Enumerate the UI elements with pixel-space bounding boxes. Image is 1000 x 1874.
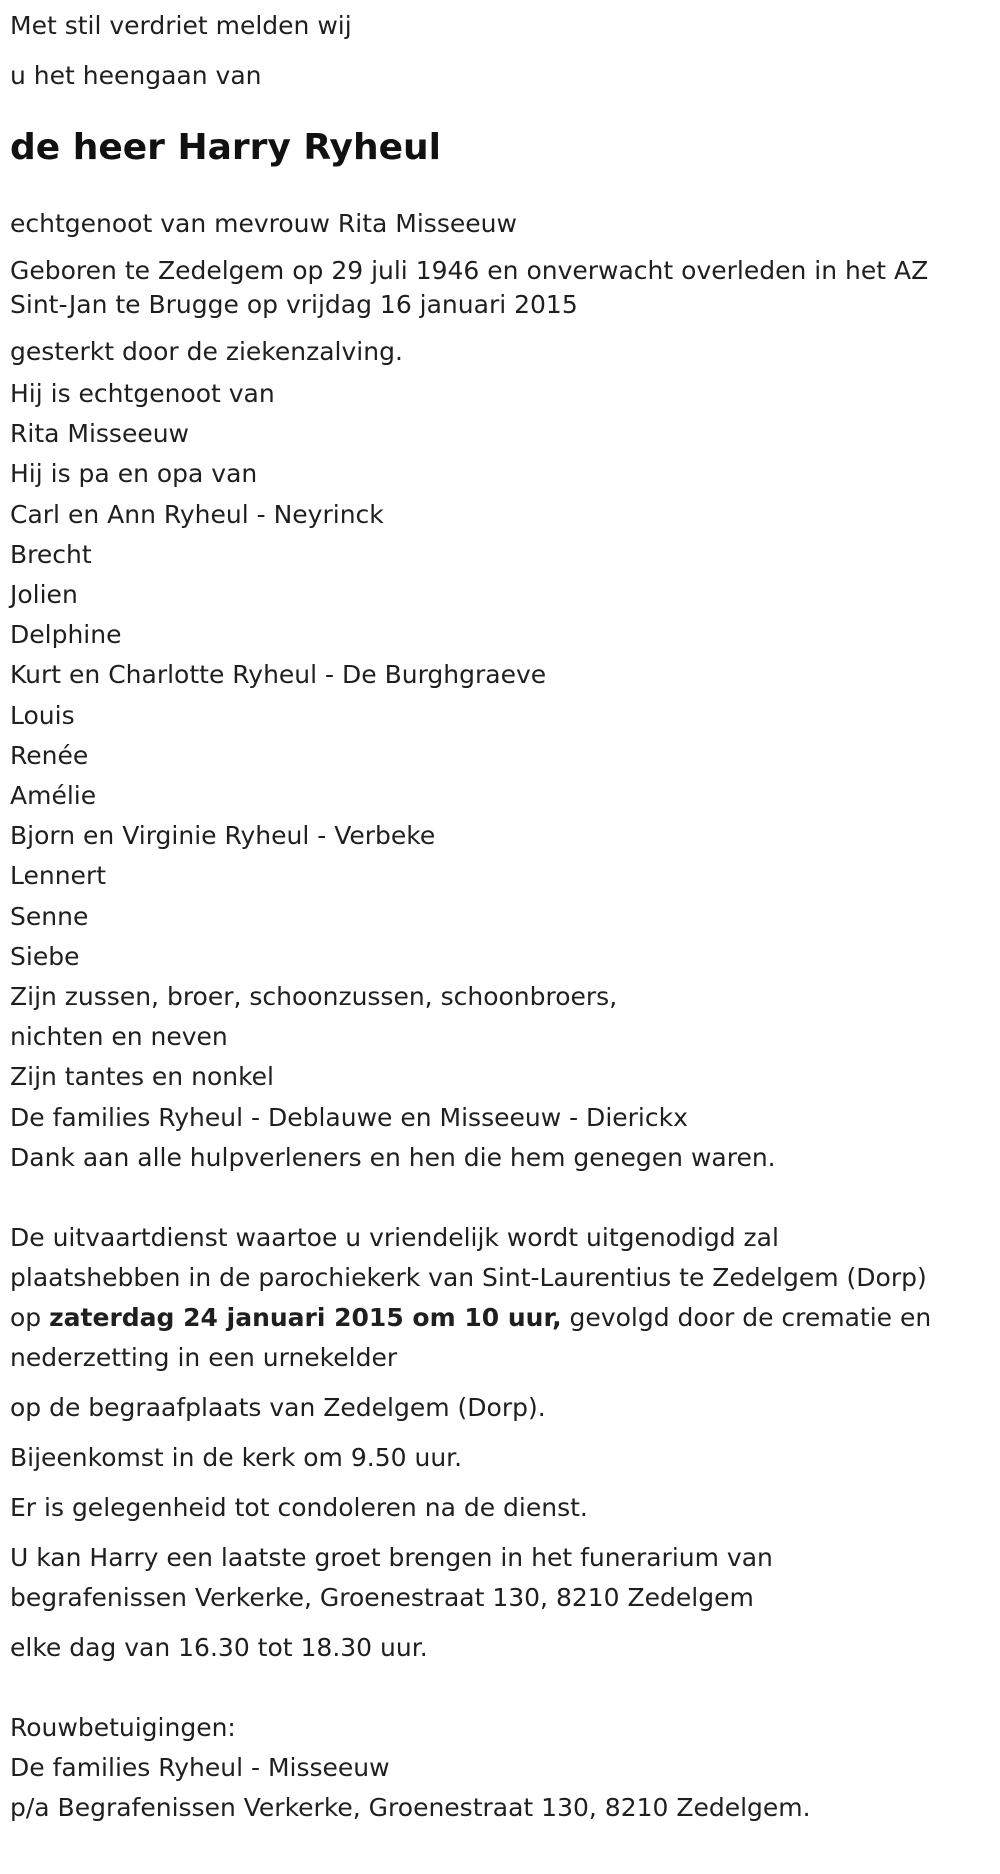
- service-line-3: [10, 1298, 990, 1338]
- spouse-line: echtgenoot van mevrouw Rita Misseeuw: [10, 209, 517, 238]
- family-list-item: nichten en neven: [10, 1022, 228, 1052]
- family-list-item: Rita Misseeuw: [10, 419, 190, 449]
- deceased-name: de heer Harry Ryheul: [10, 127, 441, 168]
- family-list-item: Siebe: [10, 941, 80, 971]
- condolence-line: Er is gelegenheid tot condoleren na de dienst.: [10, 1493, 588, 1523]
- family-list-item: De families Ryheul - Deblauwe en Misseeuw - Dierickx: [10, 1102, 688, 1132]
- service-line-4: nederzetting in een urnekelder: [10, 1343, 398, 1373]
- family-list-item: Zijn tantes en nonkel: [10, 1062, 275, 1092]
- birth-paragraph: [10, 254, 990, 322]
- intro-line-1: Met stil verdriet melden wij: [10, 11, 352, 40]
- family-list-item: Amélie: [10, 781, 97, 811]
- birth-line-1: Geboren te Zedelgem op 29 juli 1946 en onverwacht overleden in het AZ: [10, 256, 929, 285]
- hours-line: elke dag van 16.30 tot 18.30 uur.: [10, 1633, 428, 1663]
- condolences-address-line-1: De families Ryheul - Misseeuw: [10, 1753, 390, 1783]
- condolences-address: [10, 1708, 990, 1828]
- service-paragraph: [10, 1218, 990, 1378]
- service-line-2: plaatshebben in de parochiekerk van Sint-Laurentius te Zedelgem (Dorp): [10, 1263, 927, 1293]
- gathering-line: Bijeenkomst in de kerk om 9.50 uur.: [10, 1443, 463, 1473]
- family-list-item: Louis: [10, 700, 75, 730]
- family-list-item: Lennert: [10, 861, 107, 891]
- birth-line-2: Sint-Jan te Brugge op vrijdag 16 januari 2015: [10, 290, 578, 319]
- family-list-item: Jolien: [10, 580, 78, 610]
- service-date-time: zaterdag 24 januari 2015 om 10 uur,: [49, 1303, 562, 1333]
- cemetery-line: op de begraafplaats van Zedelgem (Dorp).: [10, 1393, 546, 1423]
- family-list-item: Bjorn en Virginie Ryheul - Verbeke: [10, 821, 436, 851]
- funerarium-line-1: U kan Harry een laatste groet brengen in het funerarium van: [10, 1543, 773, 1573]
- family-list-item: Carl en Ann Ryheul - Neyrinck: [10, 499, 384, 529]
- family-list-item: Renée: [10, 740, 89, 770]
- family-list-item: Delphine: [10, 620, 122, 650]
- condolences-address-line-2: p/a Begrafenissen Verkerke, Groenestraat 130, 8210 Zedelgem.: [10, 1793, 811, 1823]
- sacrament-line: gesterkt door de ziekenzalving.: [10, 337, 403, 366]
- family-list-item: Hij is pa en opa van: [10, 459, 258, 489]
- service-line-1: De uitvaartdienst waartoe u vriendelijk wordt uitgenodigd zal: [10, 1223, 779, 1253]
- family-list-item: Hij is echtgenoot van: [10, 379, 275, 408]
- family-list: [10, 374, 990, 1178]
- family-list-item: Dank aan alle hulpverleners en hen die hem genegen waren.: [10, 1142, 776, 1172]
- condolences-heading: Rouwbetuigingen:: [10, 1713, 236, 1743]
- service-line-3-prefix: op: [10, 1303, 50, 1333]
- funerarium-paragraph: [10, 1538, 990, 1618]
- family-list-item: Kurt en Charlotte Ryheul - De Burghgraeve: [10, 660, 547, 690]
- funerarium-line-2: begrafenissen Verkerke, Groenestraat 130, 8210 Zedelgem: [10, 1583, 754, 1613]
- family-list-item: Senne: [10, 901, 89, 931]
- family-list-item: Zijn zussen, broer, schoonzussen, schoonbroers,: [10, 982, 618, 1012]
- service-line-3-suffix: gevolgd door de crematie en: [561, 1303, 932, 1333]
- family-list-item: Brecht: [10, 539, 92, 569]
- intro-line-2: u het heengaan van: [10, 61, 262, 90]
